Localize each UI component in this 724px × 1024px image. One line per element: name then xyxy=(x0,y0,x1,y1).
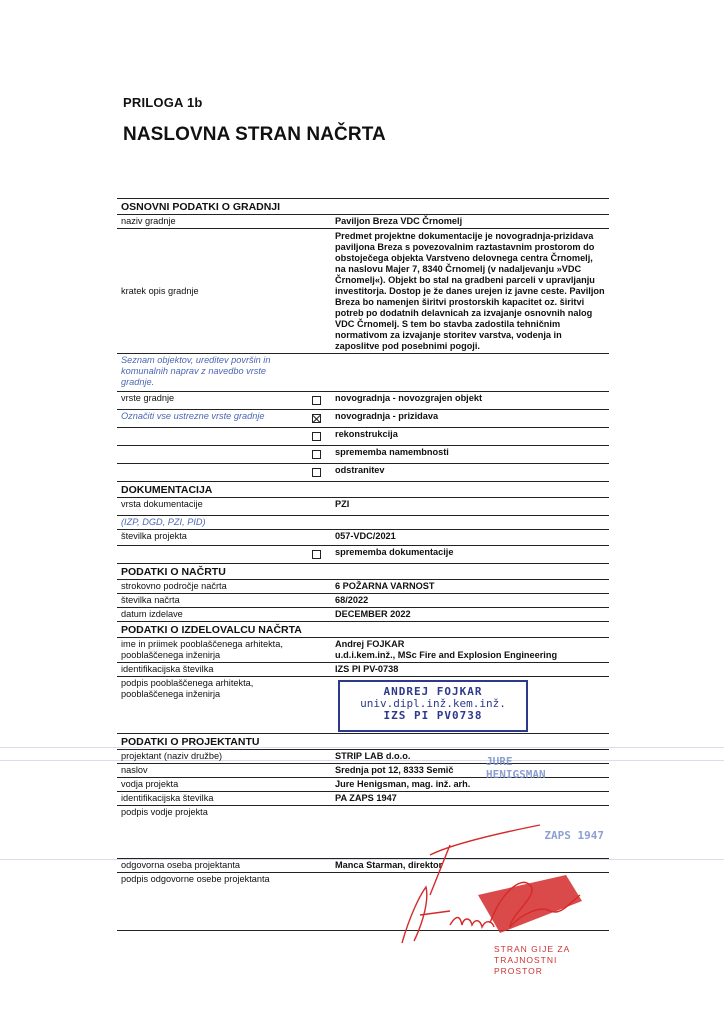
label-projektant: projektant (naziv družbe) xyxy=(121,751,223,761)
value-opis: Predmet projektne dokumentacije je novogradnja-prizidava paviljona Breza s povezovalnim raztastavnim prostorom do obstoječega objekta Varstveno delovnega centra Črnomelj, na naslovu Majer 7, 8340 Črnomelj (v nadaljevanju »VDC Črnomelj«). Objekt bo stal na gradbeni parceli v upravljanju investitorja. Dostop je že danes urejen iz javne ceste. Paviljon Breza bo namenjen širitvi prostorskih kapacitet oz. širitvi potreb po dodatnih delavnicah za izvajanje osnovnih nalog VDC Črnomelj. S tem bo stavba zadostila tehničnim normativom za izvajanje storitev varstva, vodenja in zaposlitve pod posebnimi pogoji. xyxy=(335,231,605,351)
value-naslov: Srednja pot 12, 8333 Semič xyxy=(335,765,454,775)
checkbox-novogradnja[interactable] xyxy=(312,396,321,405)
note-oznaciti: Označiti vse ustrezne vrste gradnje xyxy=(121,411,265,421)
checkbox-odstranitev[interactable] xyxy=(312,468,321,477)
label-ime: ime in priimek pooblaščenega arhitekta, pooblaščenega inženirja xyxy=(121,639,283,660)
row-podpis-odgovorne xyxy=(117,872,609,931)
value-podrocje: 6 POŽARNA VARNOST xyxy=(335,581,435,591)
row-stevilka-projekta xyxy=(117,530,609,546)
row-podrocje xyxy=(117,580,609,594)
option-label: novogradnja - novozgrajen objekt xyxy=(335,393,483,403)
section-nacrt: PODATKI O NAČRTU xyxy=(117,564,609,580)
label-podpis-izdelovalec: podpis pooblaščenega arhitekta, pooblaščenega inženirja xyxy=(121,678,254,699)
checkbox-sprememba-dokumentacije[interactable] xyxy=(312,550,321,559)
label-vrste: vrste gradnje xyxy=(121,393,175,403)
label-stevilka-projekta: številka projekta xyxy=(121,531,187,541)
row-option-3 xyxy=(117,446,609,464)
option-label: sprememba namembnosti xyxy=(335,447,449,457)
architect-stamp: JURE HENIGSMAN ZAPS 1947 xyxy=(486,755,604,842)
checkbox-prizidava[interactable] xyxy=(312,414,321,423)
engineer-stamp: ANDREJ FOJKAR univ.dipl.inž.kem.inž. IZS PI PV0738 xyxy=(338,680,528,732)
label-odgovorna: odgovorna oseba projektanta xyxy=(121,860,241,870)
row-stevilka-nacrta xyxy=(117,594,609,608)
label-stevilka-nacrta: številka načrta xyxy=(121,595,180,605)
label-id-projektant: identifikacijska številka xyxy=(121,793,214,803)
section-dokumentacija: DOKUMENTACIJA xyxy=(117,482,609,498)
label-podrocje: strokovno področje načrta xyxy=(121,581,227,591)
label-id-izdelovalec: identifikacijska številka xyxy=(121,664,214,674)
label-vrsta-dok: vrsta dokumentacije xyxy=(121,499,203,509)
label-naziv: naziv gradnje xyxy=(121,216,176,226)
section-izdelovalec: PODATKI O IZDELOVALCU NAČRTA xyxy=(117,622,609,638)
row-option-4 xyxy=(117,464,609,482)
value-stevilka-nacrta: 68/2022 xyxy=(335,595,369,605)
value-projektant: STRIP LAB d.o.o. xyxy=(335,751,411,761)
value-id-projektant: PA ZAPS 1947 xyxy=(335,793,397,803)
row-naziv xyxy=(117,215,609,229)
label-naslov: naslov xyxy=(121,765,148,775)
value-naziv: Paviljon Breza VDC Črnomelj xyxy=(335,216,463,226)
label-vodja: vodja projekta xyxy=(121,779,179,789)
label-podpis-odgovorne: podpis odgovorne osebe projektanta xyxy=(121,874,270,884)
option-label: rekonstrukcija xyxy=(335,429,398,439)
value-vodja: Jure Henigsman, mag. inž. arh. xyxy=(335,779,471,789)
label-datum: datum izdelave xyxy=(121,609,183,619)
value-datum: DECEMBER 2022 xyxy=(335,609,411,619)
note-seznam: Seznam objektov, ureditev površin in komunalnih naprav z navedbo vrste gradnje. xyxy=(121,355,271,387)
checkbox-sprememba-namembnosti[interactable] xyxy=(312,450,321,459)
row-ime xyxy=(117,638,609,663)
row-option-2 xyxy=(117,428,609,446)
row-vrsta-note xyxy=(117,516,609,530)
value-ime: Andrej FOJKAR u.d.i.kem.inž., MSc Fire and Explosion Engineering xyxy=(335,639,558,660)
row-sprememba-dok xyxy=(117,546,609,564)
label-podpis-vodje: podpis vodje projekta xyxy=(121,807,208,817)
section-osnovni: OSNOVNI PODATKI O GRADNJI xyxy=(117,198,609,215)
row-datum xyxy=(117,608,609,622)
company-logo: STRAN GIJE ZA TRAJNOSTNI PROSTOR xyxy=(494,944,571,976)
label-opis: kratek opis gradnje xyxy=(121,285,199,296)
attachment-label: PRILOGA 1b xyxy=(123,95,203,110)
row-opis xyxy=(117,229,609,354)
option-label: odstranitev xyxy=(335,465,385,475)
page-title: NASLOVNA STRAN NAČRTA xyxy=(123,124,386,145)
row-vrsta-dok xyxy=(117,498,609,516)
checkbox-rekonstrukcija[interactable] xyxy=(312,432,321,441)
value-vrsta-dok: PZI xyxy=(335,499,350,509)
row-seznam xyxy=(117,354,609,392)
value-id-izdelovalec: IZS PI PV-0738 xyxy=(335,664,399,674)
label-sprememba-dok: sprememba dokumentacije xyxy=(335,547,454,557)
value-odgovorna: Manca Starman, direktor xyxy=(335,860,443,870)
note-vrsta-dok: (IZP, DGD, PZI, PID) xyxy=(121,517,206,527)
value-stevilka-projekta: 057-VDC/2021 xyxy=(335,531,396,541)
row-option-1 xyxy=(117,410,609,428)
row-id-izdelovalec xyxy=(117,663,609,677)
row-option-0 xyxy=(117,392,609,410)
option-label: novogradnja - prizidava xyxy=(335,411,439,421)
section-projektant: PODATKI O PROJEKTANTU xyxy=(117,734,609,750)
